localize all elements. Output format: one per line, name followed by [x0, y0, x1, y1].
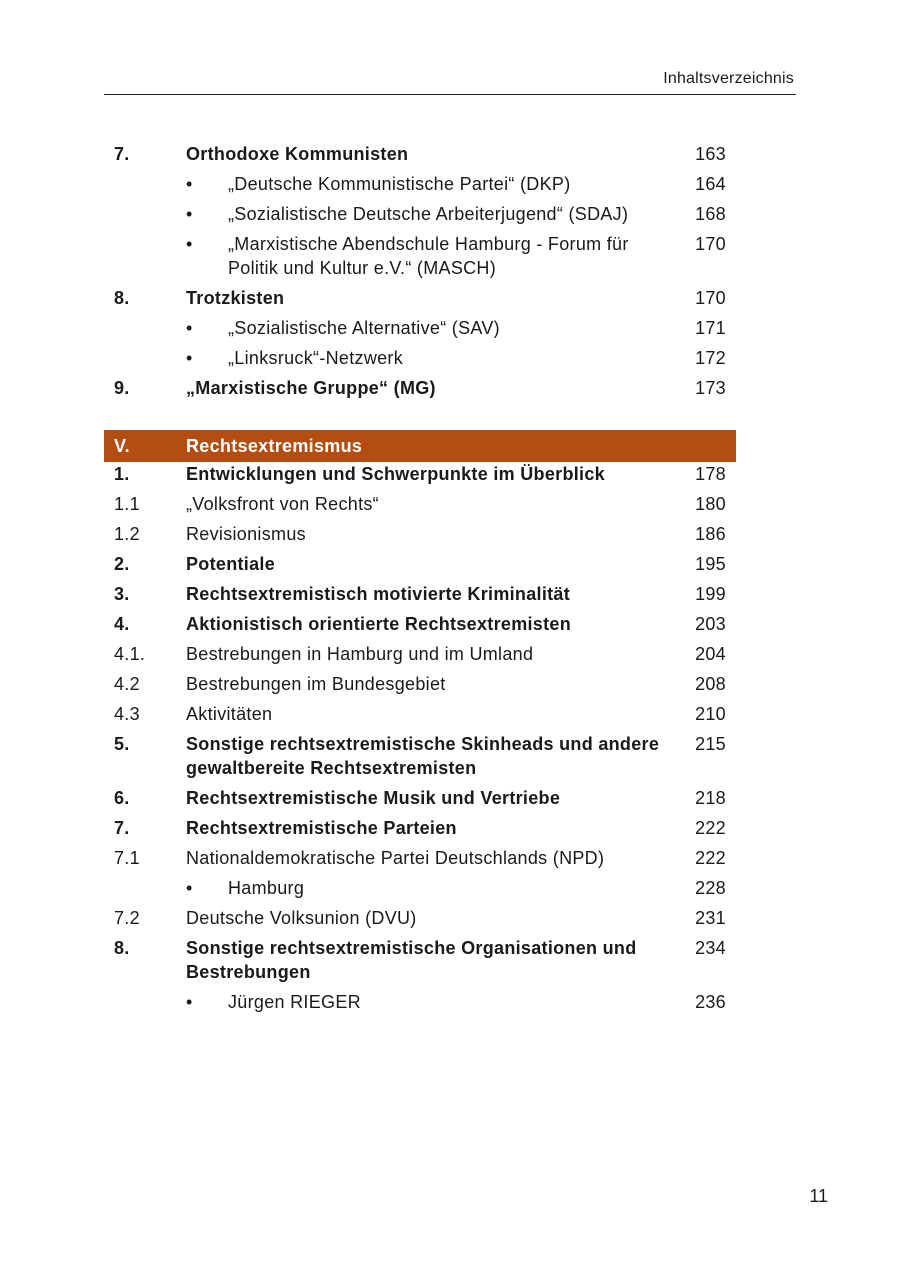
- toc-entry: [104, 346, 736, 376]
- entry-title: Orthodoxe Kommunisten: [186, 144, 409, 164]
- entry-page: 180: [695, 494, 726, 514]
- toc-entry: [104, 376, 736, 430]
- entry-page: 170: [695, 234, 726, 254]
- entry-number: 5.: [114, 734, 130, 754]
- entry-title: Trotzkisten: [186, 288, 285, 308]
- entry-title: „Deutsche Kommunistische Partei“ (DKP): [228, 174, 571, 194]
- entry-page: 186: [695, 524, 726, 544]
- bullet-icon: •: [186, 204, 193, 224]
- entry-number: 1.1: [114, 494, 140, 514]
- toc-entry: [104, 846, 736, 876]
- toc-entry: [104, 316, 736, 346]
- entry-page: 173: [695, 378, 726, 398]
- entry-title: Entwicklungen und Schwerpunkte im Überblick: [186, 464, 605, 484]
- entry-page: 204: [695, 644, 726, 664]
- toc-entry: [104, 582, 736, 612]
- entry-title: „Sozialistische Deutsche Arbeiterjugend“ (SDAJ): [228, 204, 629, 224]
- entry-number: 8.: [114, 288, 130, 308]
- header-divider: [104, 94, 796, 95]
- entry-page: 234: [695, 938, 726, 958]
- toc-entry: [104, 492, 736, 522]
- entry-number: 2.: [114, 554, 130, 574]
- entry-page: 208: [695, 674, 726, 694]
- toc-entry: [104, 612, 736, 642]
- entry-page: 178: [695, 464, 726, 484]
- toc-entry: [104, 936, 736, 990]
- entry-page: 231: [695, 908, 726, 928]
- entry-page: 164: [695, 174, 726, 194]
- toc-entry: [104, 732, 736, 786]
- entry-page: 171: [695, 318, 726, 338]
- entry-page: 222: [695, 848, 726, 868]
- entry-title: Sonstige rechtsextremistische Organisationen und Bestrebungen: [186, 938, 637, 982]
- entry-number: 3.: [114, 584, 130, 604]
- entry-title: Deutsche Volksunion (DVU): [186, 908, 417, 928]
- entry-number: 7.: [114, 144, 130, 164]
- toc-entry: [104, 876, 736, 906]
- entry-page: 222: [695, 818, 726, 838]
- entry-number: 4.: [114, 614, 130, 634]
- entry-title: Aktivitäten: [186, 704, 273, 724]
- entry-page: 210: [695, 704, 726, 724]
- entry-number: 1.2: [114, 524, 140, 544]
- toc-entry: [104, 142, 736, 172]
- bullet-icon: •: [186, 992, 193, 1012]
- entry-title: Potentiale: [186, 554, 276, 574]
- entry-number: 7.2: [114, 908, 140, 928]
- toc-entry: [104, 202, 736, 232]
- entry-number: 7.: [114, 818, 130, 838]
- entry-title: „Volksfront von Rechts“: [186, 494, 379, 514]
- toc-entry: [104, 522, 736, 552]
- bullet-icon: •: [186, 348, 193, 368]
- entry-page: 170: [695, 288, 726, 308]
- entry-number: 1.: [114, 464, 130, 484]
- entry-title: „Marxistische Gruppe“ (MG): [186, 378, 436, 398]
- entry-number: 4.2: [114, 674, 140, 694]
- running-header: Inhaltsverzeichnis: [663, 70, 794, 87]
- toc-entry: [104, 286, 736, 316]
- toc-entry: [104, 172, 736, 202]
- toc-entry: [104, 672, 736, 702]
- entry-page: 215: [695, 734, 726, 754]
- entry-page: 199: [695, 584, 726, 604]
- toc-entry: [104, 786, 736, 816]
- entry-page: 218: [695, 788, 726, 808]
- entry-title: Rechtsextremistische Musik und Vertriebe: [186, 788, 561, 808]
- entry-title: Bestrebungen im Bundesgebiet: [186, 674, 446, 694]
- entry-number: 7.1: [114, 848, 140, 868]
- toc-entry: [104, 906, 736, 936]
- section-header: [104, 430, 736, 462]
- entry-title: Aktionistisch orientierte Rechtsextremisten: [186, 614, 572, 634]
- entry-number: 4.1.: [114, 644, 146, 664]
- bullet-icon: •: [186, 174, 193, 194]
- section-title: Rechtsextremismus: [186, 436, 363, 456]
- toc-entry: [104, 462, 736, 492]
- toc-entry: [104, 232, 736, 286]
- toc-entry: [104, 702, 736, 732]
- entry-page: 172: [695, 348, 726, 368]
- entry-page: 228: [695, 878, 726, 898]
- table-of-contents: [104, 142, 736, 1020]
- entry-title: Jürgen RIEGER: [228, 992, 361, 1012]
- entry-number: 9.: [114, 378, 130, 398]
- entry-title: Revisionismus: [186, 524, 306, 544]
- entry-number: 6.: [114, 788, 130, 808]
- entry-page: 195: [695, 554, 726, 574]
- entry-page: 236: [695, 992, 726, 1012]
- entry-title: Bestrebungen in Hamburg und im Umland: [186, 644, 534, 664]
- entry-page: 163: [695, 144, 726, 164]
- entry-title: Rechtsextremistisch motivierte Kriminalität: [186, 584, 571, 604]
- section-number: V.: [114, 436, 130, 456]
- entry-title: Sonstige rechtsextremistische Skinheads und andere gewaltbereite Rechtsextremisten: [186, 734, 660, 778]
- toc-entry: [104, 990, 736, 1020]
- entry-title: „Linksruck“-Netzwerk: [228, 348, 404, 368]
- entry-title: „Marxistische Abendschule Hamburg - Forum für Politik und Kultur e.V.“ (MASCH): [228, 234, 629, 278]
- bullet-icon: •: [186, 234, 193, 254]
- toc-entry: [104, 816, 736, 846]
- entry-title: Nationaldemokratische Partei Deutschlands (NPD): [186, 848, 605, 868]
- toc-entry: [104, 552, 736, 582]
- page-number: 11: [809, 1186, 828, 1206]
- entry-title: Hamburg: [228, 878, 305, 898]
- entry-title: Rechtsextremistische Parteien: [186, 818, 457, 838]
- entry-page: 168: [695, 204, 726, 224]
- entry-number: 4.3: [114, 704, 140, 724]
- toc-entry: [104, 642, 736, 672]
- bullet-icon: •: [186, 318, 193, 338]
- entry-title: „Sozialistische Alternative“ (SAV): [228, 318, 500, 338]
- entry-number: 8.: [114, 938, 130, 958]
- entry-page: 203: [695, 614, 726, 634]
- bullet-icon: •: [186, 878, 193, 898]
